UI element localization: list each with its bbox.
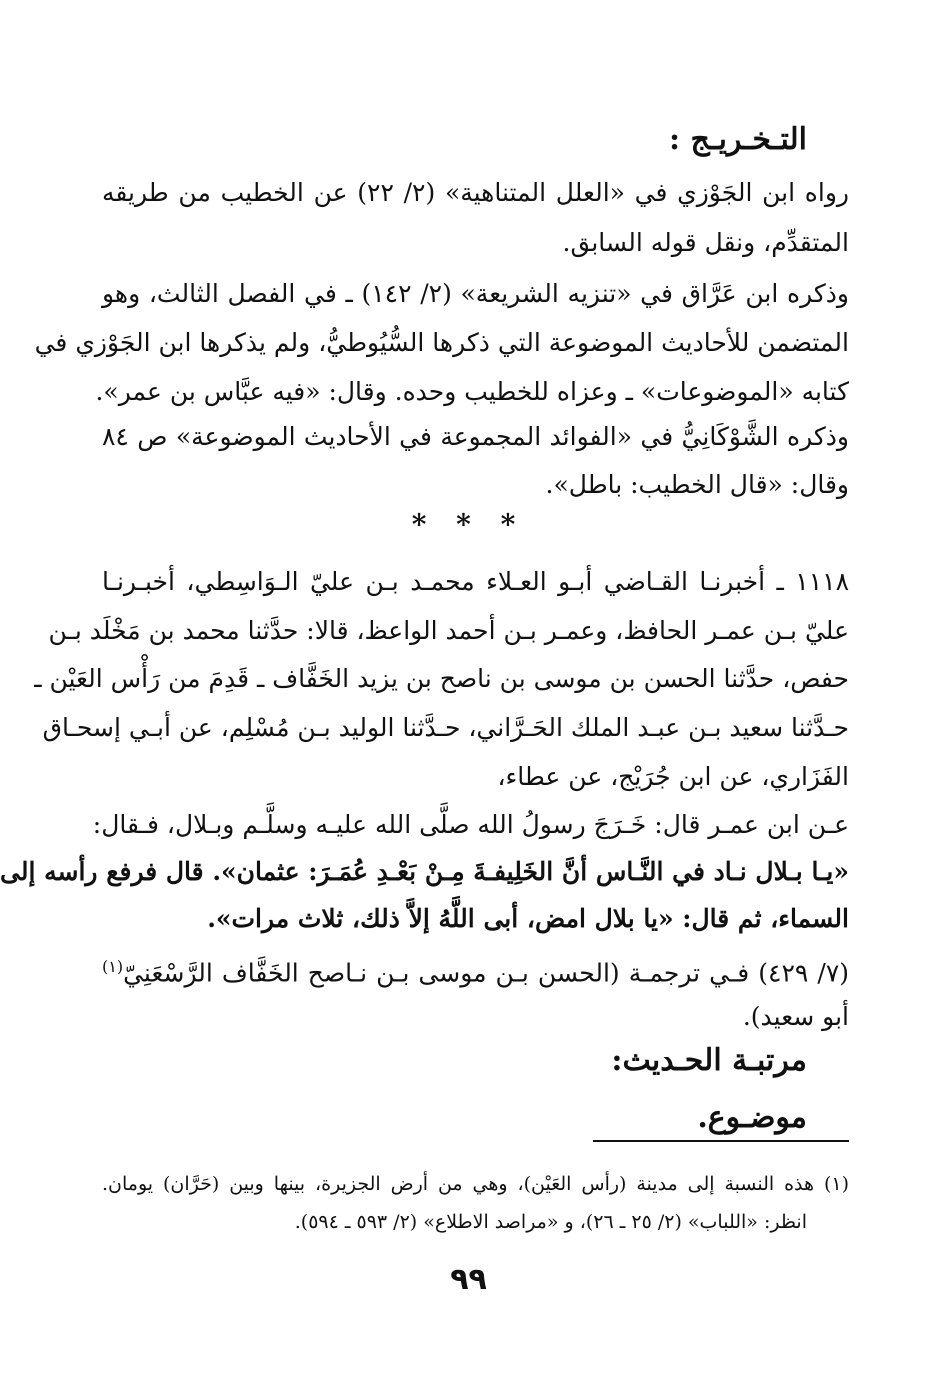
- hadith-line-3: حفص، حدَّثنا الحسن بن موسى بن ناصح بن يزيد الخَفَّاف ـ قَدِمَ من رَأْس العَيْن ـ: [34, 664, 849, 693]
- takhrij-line-2: المتقدِّم، ونقل قوله السابق.: [562, 228, 849, 257]
- takhrij-line-7: وقال: «قال الخطيب: باطل».: [545, 470, 849, 499]
- hadith-line-8: السماء، ثم قال: «يا بلال امض، أبى اللَّهُ إلاَّ ذلك، ثلاث مرات».: [207, 904, 849, 933]
- hadith-line-4: حـدَّثنا سعيد بـن عبـد الملك الحَـرَّاني، حـدَّثنا الوليد بـن مُسْلِم، عن أبـي إسحـاق: [42, 713, 849, 742]
- page-number: ٩٩: [450, 1262, 487, 1297]
- hadith-line-9-text: (٧/ ٤٢٩) فـي ترجمـة (الحسن بـن موسى بـن نـاصح الخَفَّاف الرَّسْعَنِيّ: [123, 958, 850, 988]
- ruling-value: موضـوع.: [697, 1100, 807, 1135]
- ruling-heading: مرتبـة الحـديث:: [611, 1043, 807, 1078]
- hadith-line-10: أبو سعيد).: [742, 1002, 849, 1031]
- hadith-line-9: [102, 950, 849, 990]
- footnote-marker[interactable]: (١): [102, 957, 124, 976]
- hadith-line-7: «يـا بـلال نـاد في النَّـاس أنَّ الخَلِيفـةَ مِـنْ بَعْـدِ عُمَـرَ: عثمان». قال فرفع رأسه إلى: [0, 857, 849, 886]
- footnote-divider: [593, 1140, 849, 1142]
- hadith-line-5: الفَزَاري، عن ابن جُرَيْج، عن عطاء،: [497, 762, 849, 791]
- hadith-line-2: عليّ بـن عمـر الحافظ، وعمـر بـن أحمد الواعظ، قالا: حدَّثنا محمد بن مَخْلَد بـن: [48, 616, 849, 645]
- takhrij-heading: التـخـريـج :: [668, 122, 807, 157]
- footnote-line-1: (١) هذه النسبة إلى مدينة (رأس العَيْن)، وهي من أرض الجزيرة، بينها وبين (حَرَّان) يومان.: [102, 1173, 849, 1195]
- takhrij-line-4: المتضمن للأحاديث الموضوعة التي ذكرها السُّيُوطيُّ، ولم يذكرها ابن الجَوْزي في: [34, 328, 849, 357]
- takhrij-line-5: كتابه «الموضوعات» ـ وعزاه للخطيب وحده. وقال: «فيه عبَّاس بن عمر».: [95, 377, 849, 406]
- section-separator: * * *: [411, 508, 526, 541]
- takhrij-line-3: وذكره ابن عَرَّاق في «تنزيه الشريعة» (٢/ ١٤٢) ـ في الفصل الثالث، وهو: [102, 279, 849, 308]
- footnote-line-2: انظر: «اللباب» (٢/ ٢٥ ـ ٢٦)، و «مراصد الاطلاع» (٢/ ٥٩٣ ـ ٥٩٤).: [294, 1211, 807, 1233]
- takhrij-line-1: رواه ابن الجَوْزي في «العلل المتناهية» (٢/ ٢٢) عن الخطيب من طريقه: [102, 178, 849, 207]
- hadith-line-1: ١١١٨ ـ أخبرنـا القـاضي أبـو العـلاء محمـد بـن عليّ الـوَاسِطي، أخبـرنـا: [102, 567, 849, 596]
- hadith-line-6: عـن ابن عمـر قال: خَـرَجَ رسولُ الله صلَّى الله عليـه وسلَّـم وبـلال، فـقال:: [92, 810, 849, 839]
- takhrij-line-6: وذكره الشَّوْكَانِيُّ في «الفوائد المجموعة في الأحاديث الموضوعة» ص ٨٤: [102, 422, 849, 451]
